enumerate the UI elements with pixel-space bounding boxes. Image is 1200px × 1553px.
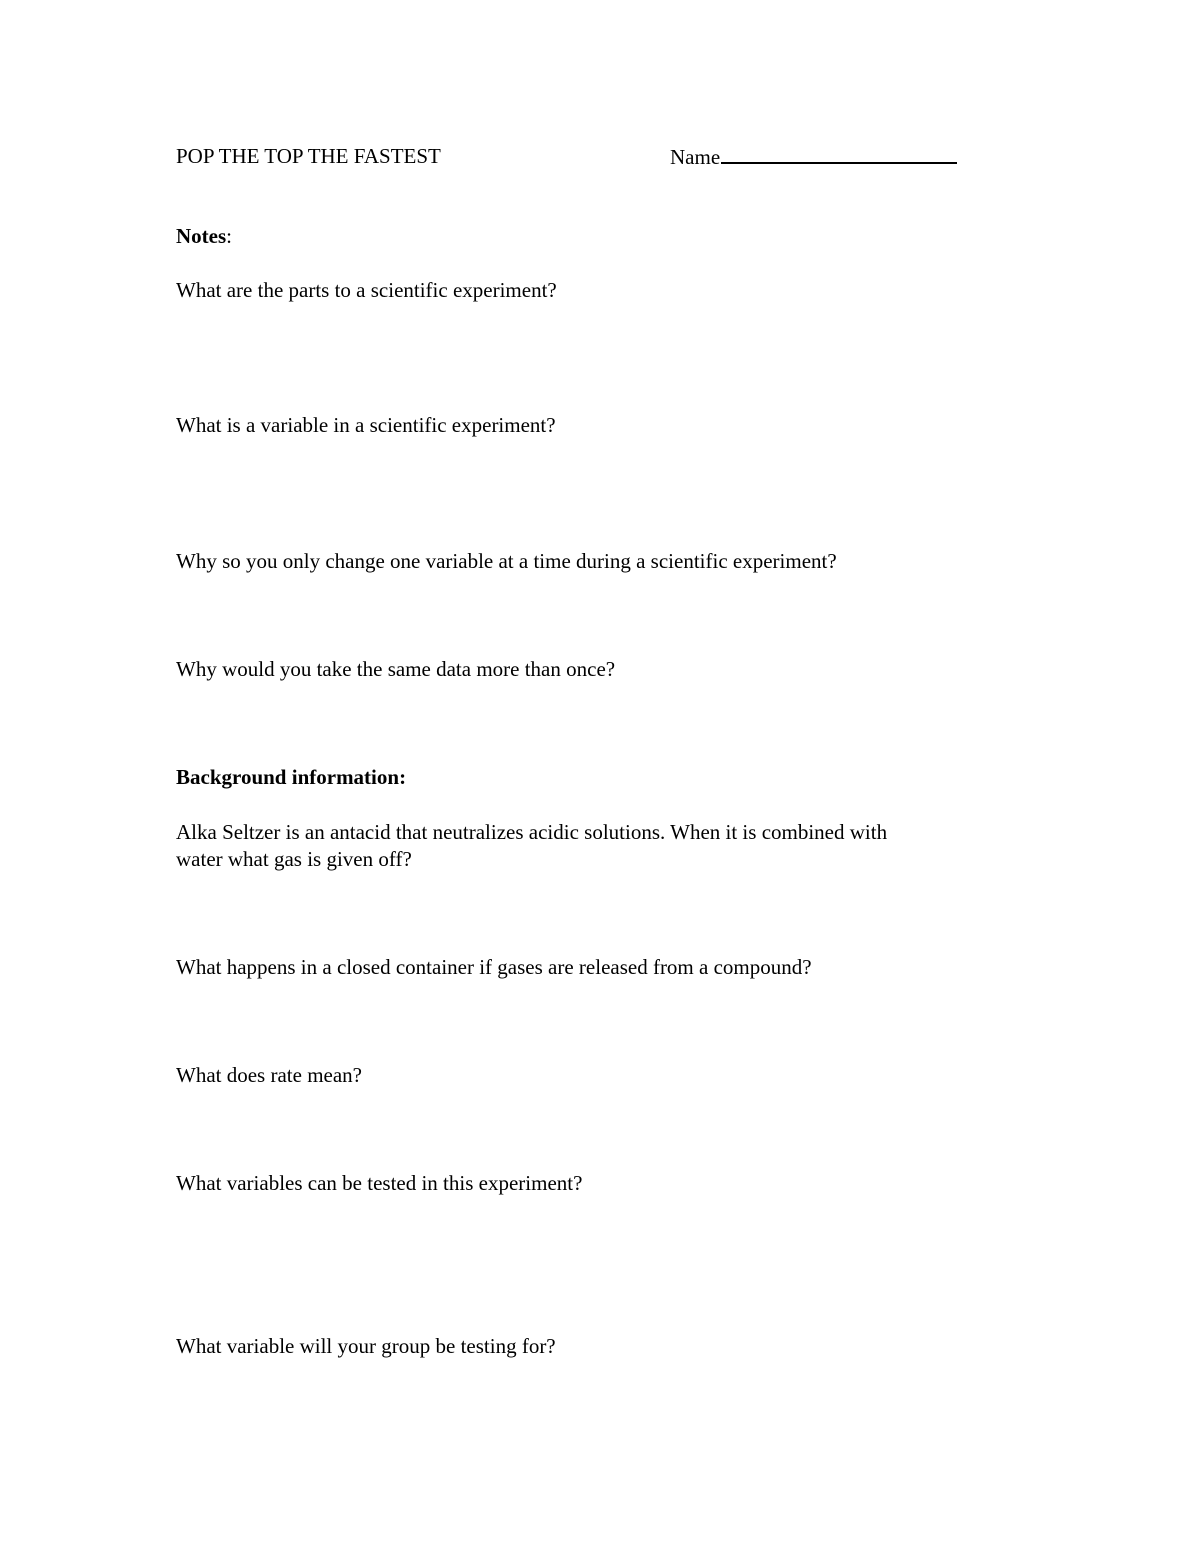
notes-heading-colon: :: [226, 224, 232, 248]
notes-question-1: What are the parts to a scientific experiment?: [176, 278, 557, 302]
name-field[interactable]: [670, 142, 957, 171]
background-question-1: What happens in a closed container if gases are released from a compound?: [176, 955, 812, 979]
notes-heading-row: [176, 222, 232, 250]
name-label: Name: [670, 145, 721, 169]
background-question-3: What variables can be tested in this experiment?: [176, 1171, 583, 1195]
name-blank-line[interactable]: [721, 142, 957, 164]
notes-question-4: Why would you take the same data more than once?: [176, 657, 616, 681]
notes-question-2: What is a variable in a scientific experiment?: [176, 413, 556, 437]
background-paragraph-line-2: water what gas is given off?: [176, 847, 412, 871]
page-title: POP THE TOP THE FASTEST: [176, 144, 441, 168]
background-question-2: What does rate mean?: [176, 1063, 362, 1087]
background-paragraph-line-1: Alka Seltzer is an antacid that neutralizes acidic solutions. When it is combined with: [176, 820, 888, 844]
notes-question-3: Why so you only change one variable at a time during a scientific experiment?: [176, 549, 837, 573]
notes-heading: Notes: [176, 224, 227, 248]
background-question-4: What variable will your group be testing for?: [176, 1334, 556, 1358]
background-heading: Background information:: [176, 765, 407, 789]
